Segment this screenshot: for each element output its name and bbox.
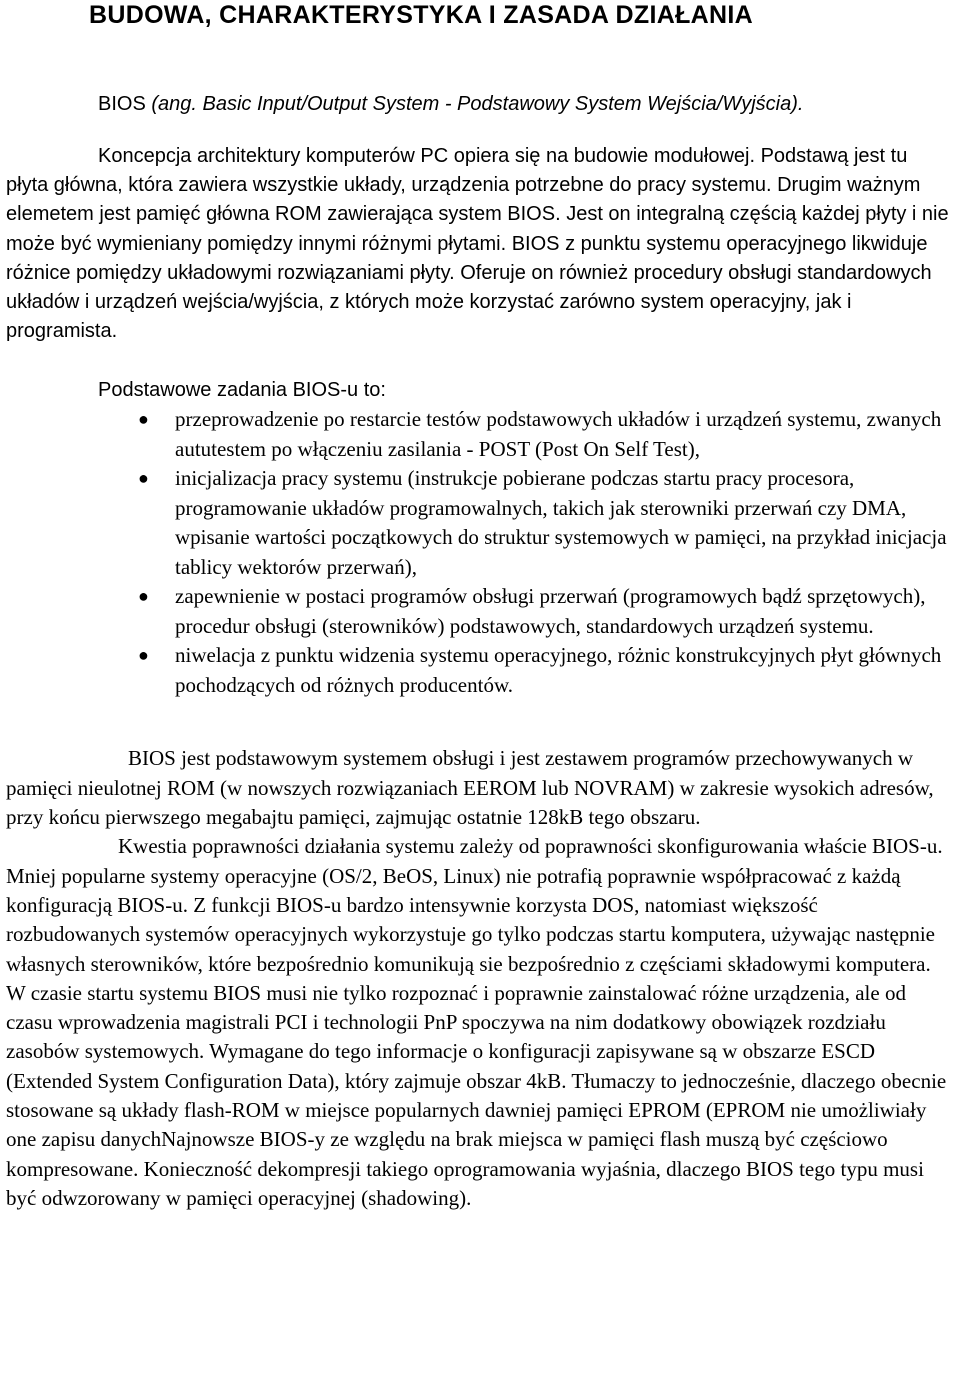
task-item-init — [6, 464, 954, 582]
bios-term: BIOS — [98, 93, 146, 115]
task-text: inicjalizacja pracy systemu (instrukcje pobierane podczas startu pracy procesora, programowanie układów programowalnych, takich jak sterowniki przerwań czy DMA, wpisanie wartości początkowych do struktur systemowych w pamięci, na przykład inicjacja tablicy wektorów przerwań), — [175, 466, 947, 579]
document-title: BUDOWA, CHARAKTERYSTYKA I ZASADA DZIAŁANIA — [89, 1, 753, 29]
task-text: przeprowadzenie po restarcie testów podstawowych układów i urządzeń systemu, zwanych aututestem po włączeniu zasilania - POST (Post On Self Test), — [175, 407, 942, 461]
paragraph-bios-system: BIOS jest podstawowym systemem obsługi i jest zestawem programów przechowywanych w pamięci nieulotnej ROM (w nowszych rozwiązaniach EEROM lub NOVRAM) w zakresie wysokich adresów, przy końcu pierwszego megabajtu pamięci, zajmując ostatnie 128kB tego obszaru. — [6, 746, 934, 830]
bullet-icon: ● — [138, 645, 149, 666]
task-item-post — [6, 405, 954, 464]
bios-expansion: (ang. Basic Input/Output System - Podstawowy System Wejścia/Wyjścia). — [151, 93, 804, 115]
task-item-leveling — [6, 641, 954, 700]
bios-subtitle — [6, 90, 954, 118]
task-text: niwelacja z punktu widzenia systemu operacyjnego, różnic konstrukcyjnych płyt głównych pochodzących od różnych producentów. — [175, 643, 942, 697]
task-item-interrupts — [6, 582, 954, 641]
tasks-heading: Podstawowe zadania BIOS-u to: — [98, 379, 386, 402]
bullet-icon: ● — [138, 468, 149, 489]
bullet-icon: ● — [138, 586, 149, 607]
paragraph-configuration: Kwestia poprawności działania systemu zależy od poprawności skonfigurowania właście BIOS-u. Mniej popularne systemy operacyjne (OS/2, BeOS, Linux) nie potrafią poprawnie współpracować z każdą konfiguracją BIOS-u. Z funkcji BIOS-u bardzo intensywnie korzysta DOS, natomiast większość rozbudowanych systemów operacyjnych wykorzystuje go tylko podczas startu komputera, używając następnie własnych sterowników, które bezpośrednio komunikują sie bezpośrednio z częściami składowymi komputera. W czasie startu systemu BIOS musi nie tylko rozpoznać i poprawnie zainstalować różne urządzenia, ale od czasu wprowadzenia magistrali PCI i technologii PnP spoczywa na nim dodatkowy obowiązek rozdziału zasobów systemowych. Wymagane do tego informacje o konfiguracji zapisywane są w obszarze ESCD (Extended System Configuration Data), który zajmuje obszar 4kB. Tłumaczy to jednocześnie, dlaczego obecnie stosowane są układy flash-ROM w miejsce popularnych dawniej pamięci EPROM (EPROM nie umożliwiały one zapisu danychNajnowsze BIOS-y ze względu na brak miejsca w pamięci flash muszą być częściowo kompresowane. Konieczność dekompresji takiego oprogramowania wyjaśnia, dlaczego BIOS tego typu musi być odwzorowany w pamięci operacyjnej (shadowing). — [6, 834, 947, 1210]
bullet-icon: ● — [138, 409, 149, 430]
tasks-list — [6, 405, 954, 700]
task-text: zapewnienie w postaci programów obsługi przerwań (programowych bądź sprzętowych), procedur obsługi (sterowników) podstawowych, standardowych urządzeń systemu. — [175, 584, 926, 638]
intro-paragraph: Koncepcja architektury komputerów PC opiera się na budowie modułowej. Podstawą jest tu płyta główna, która zawiera wszystkie układy, urządzenia potrzebne do pracy systemu. Drugim ważnym elemetem jest pamięć główna ROM zawierająca system BIOS. Jest on integralną częścią każdej płyty i nie może być wymieniany pomiędzy innymi różnymi płytami. BIOS z punktu systemu operacyjnego likwiduje różnice pomiędzy układowymi rozwiązaniami płyty. Oferuje on również procedury obsługi standardowych układów i urządzeń wejścia/wyjścia, z których może korzystać zarówno system operacyjny, jak i programista. — [6, 145, 949, 343]
